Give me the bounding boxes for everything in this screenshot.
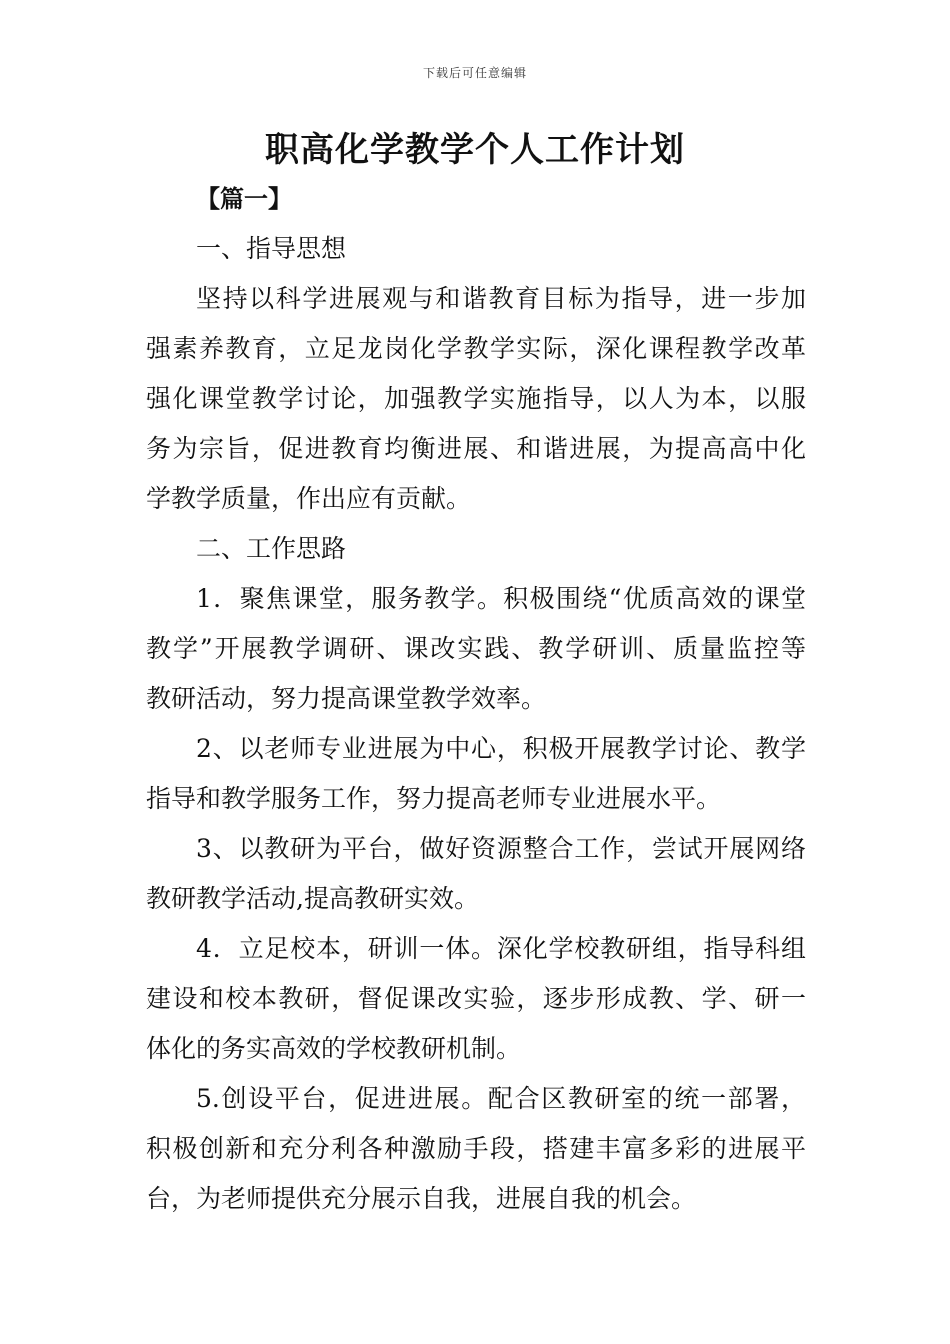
section-label: 【篇一】: [196, 185, 292, 213]
heading-work-approach: 二、工作思路: [196, 534, 347, 563]
heading-guiding-ideology: 一、指导思想: [196, 234, 347, 263]
list-item-line: 建设和校本教研，督促课改实验，逐步形成教、学、研一: [146, 984, 806, 1013]
list-item-line: 2、以老师专业进展为中心，积极开展教学讨论、教学: [196, 734, 806, 763]
list-item-line: 3、以教研为平台，做好资源整合工作，尝试开展网络: [196, 834, 806, 863]
paragraph-line: 强素养教育，立足龙岗化学教学实际，深化课程教学改革: [146, 334, 806, 363]
paragraph-line: 强化课堂教学讨论，加强教学实施指导，以人为本，以服: [146, 384, 806, 413]
paragraph-line: 学教学质量，作出应有贡献。: [146, 484, 472, 513]
list-item-line: 体化的务实高效的学校教研机制。: [146, 1034, 522, 1063]
list-item-line: 5.创设平台，促进进展。配合区教研室的统一部署，: [196, 1084, 806, 1113]
list-item-line: 4．立足校本，研训一体。深化学校教研组，指导科组: [196, 934, 806, 963]
list-item-line: 教学”开展教学调研、课改实践、教学研训、质量监控等: [146, 634, 806, 663]
list-item-line: 台，为老师提供充分展示自我，进展自我的机会。: [146, 1184, 697, 1213]
paragraph-line: 坚持以科学进展观与和谐教育目标为指导，进一步加: [196, 284, 806, 313]
list-item-line: 教研教学活动,提高教研实效。: [146, 884, 479, 913]
list-item-line: 指导和教学服务工作，努力提高老师专业进展水平。: [146, 784, 722, 813]
document-title: 职高化学教学个人工作计划: [265, 130, 685, 170]
header-note: 下载后可任意编辑: [422, 66, 527, 80]
paragraph-line: 务为宗旨，促进教育均衡进展、和谐进展，为提高高中化: [146, 434, 806, 463]
list-item-line: 1．聚焦课堂，服务教学。积极围绕“优质高效的课堂: [196, 584, 806, 613]
list-item-line: 教研活动，努力提高课堂教学效率。: [146, 684, 547, 713]
list-item-line: 积极创新和充分利各种激励手段，搭建丰富多彩的进展平: [146, 1134, 806, 1163]
